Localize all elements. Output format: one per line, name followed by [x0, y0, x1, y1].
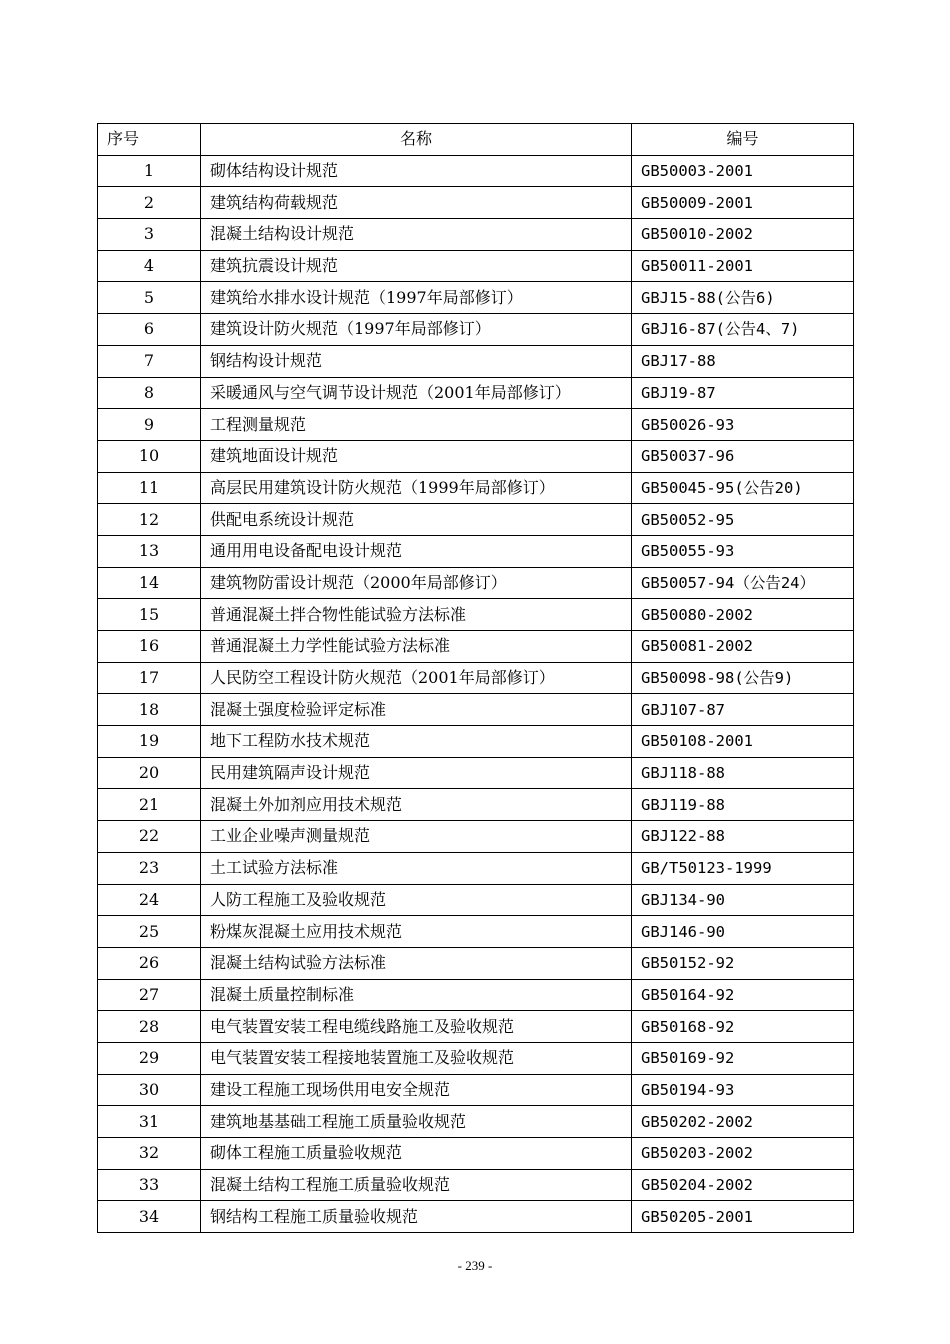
row-name-cell: 普通混凝土拌合物性能试验方法标准	[201, 599, 632, 631]
row-index-cell: 25	[98, 916, 201, 948]
table-row	[98, 789, 854, 821]
header-index: 序号	[98, 124, 201, 156]
row-code-cell: GB50194-93	[632, 1074, 854, 1106]
row-index-cell: 5	[98, 282, 201, 314]
row-index-cell: 12	[98, 504, 201, 536]
row-code-cell: GB50080-2002	[632, 599, 854, 631]
table-body	[98, 155, 854, 1232]
row-index-cell: 29	[98, 1042, 201, 1074]
header-name: 名称	[201, 124, 632, 156]
row-name-cell: 通用用电设备配电设计规范	[201, 535, 632, 567]
table-row	[98, 947, 854, 979]
row-name-cell: 混凝土结构工程施工质量验收规范	[201, 1169, 632, 1201]
header-code: 编号	[632, 124, 854, 156]
row-code-cell: GB50026-93	[632, 409, 854, 441]
row-index-cell: 32	[98, 1138, 201, 1170]
table-row	[98, 345, 854, 377]
table-header-row	[98, 124, 854, 156]
row-name-cell: 地下工程防水技术规范	[201, 726, 632, 758]
row-name-cell: 混凝土结构设计规范	[201, 219, 632, 251]
row-name-cell: 混凝土外加剂应用技术规范	[201, 789, 632, 821]
row-index-cell: 3	[98, 219, 201, 251]
row-index-cell: 26	[98, 947, 201, 979]
row-code-cell: GBJ134-90	[632, 884, 854, 916]
row-code-cell: GB50108-2001	[632, 726, 854, 758]
row-index-cell: 18	[98, 694, 201, 726]
table-row	[98, 250, 854, 282]
row-index-cell: 10	[98, 440, 201, 472]
standards-table	[97, 123, 854, 1233]
row-name-cell: 粉煤灰混凝土应用技术规范	[201, 916, 632, 948]
row-index-cell: 28	[98, 1011, 201, 1043]
row-code-cell: GBJ16-87(公告4、7)	[632, 314, 854, 346]
row-name-cell: 土工试验方法标准	[201, 852, 632, 884]
row-name-cell: 工业企业噪声测量规范	[201, 821, 632, 853]
row-name-cell: 砌体结构设计规范	[201, 155, 632, 187]
row-name-cell: 建筑给水排水设计规范（1997年局部修订）	[201, 282, 632, 314]
row-name-cell: 混凝土强度检验评定标准	[201, 694, 632, 726]
row-name-cell: 建筑设计防火规范（1997年局部修订）	[201, 314, 632, 346]
row-code-cell: GB50057-94（公告24）	[632, 567, 854, 599]
row-code-cell: GB50168-92	[632, 1011, 854, 1043]
row-code-cell: GB50202-2002	[632, 1106, 854, 1138]
row-index-cell: 8	[98, 377, 201, 409]
row-code-cell: GB/T50123-1999	[632, 852, 854, 884]
table-row	[98, 377, 854, 409]
row-index-cell: 20	[98, 757, 201, 789]
table-row	[98, 1138, 854, 1170]
row-index-cell: 2	[98, 187, 201, 219]
row-index-cell: 23	[98, 852, 201, 884]
row-name-cell: 采暖通风与空气调节设计规范（2001年局部修订）	[201, 377, 632, 409]
table-row	[98, 884, 854, 916]
row-name-cell: 建筑抗震设计规范	[201, 250, 632, 282]
row-name-cell: 钢结构工程施工质量验收规范	[201, 1201, 632, 1233]
table-row	[98, 472, 854, 504]
table-row	[98, 1074, 854, 1106]
table-row	[98, 631, 854, 663]
row-name-cell: 建筑地面设计规范	[201, 440, 632, 472]
row-index-cell: 16	[98, 631, 201, 663]
row-name-cell: 电气装置安装工程电缆线路施工及验收规范	[201, 1011, 632, 1043]
table-row	[98, 852, 854, 884]
row-index-cell: 22	[98, 821, 201, 853]
table-row	[98, 599, 854, 631]
row-name-cell: 电气装置安装工程接地装置施工及验收规范	[201, 1042, 632, 1074]
table-row	[98, 694, 854, 726]
row-name-cell: 普通混凝土力学性能试验方法标准	[201, 631, 632, 663]
row-code-cell: GB50152-92	[632, 947, 854, 979]
row-name-cell: 工程测量规范	[201, 409, 632, 441]
row-code-cell: GB50205-2001	[632, 1201, 854, 1233]
row-name-cell: 人防工程施工及验收规范	[201, 884, 632, 916]
row-name-cell: 供配电系统设计规范	[201, 504, 632, 536]
row-code-cell: GB50204-2002	[632, 1169, 854, 1201]
row-index-cell: 34	[98, 1201, 201, 1233]
table-row	[98, 1169, 854, 1201]
row-code-cell: GB50098-98(公告9)	[632, 662, 854, 694]
table-row	[98, 440, 854, 472]
page-number: - 239 -	[457, 1258, 493, 1273]
row-name-cell: 钢结构设计规范	[201, 345, 632, 377]
table-row	[98, 821, 854, 853]
row-code-cell: GB50052-95	[632, 504, 854, 536]
table-row	[98, 726, 854, 758]
row-index-cell: 30	[98, 1074, 201, 1106]
row-name-cell: 高层民用建筑设计防火规范（1999年局部修订）	[201, 472, 632, 504]
row-name-cell: 建筑地基基础工程施工质量验收规范	[201, 1106, 632, 1138]
row-index-cell: 19	[98, 726, 201, 758]
table-row	[98, 187, 854, 219]
row-index-cell: 14	[98, 567, 201, 599]
row-index-cell: 17	[98, 662, 201, 694]
row-code-cell: GBJ17-88	[632, 345, 854, 377]
table-row	[98, 219, 854, 251]
row-code-cell: GB50045-95(公告20)	[632, 472, 854, 504]
row-index-cell: 11	[98, 472, 201, 504]
row-name-cell: 混凝土结构试验方法标准	[201, 947, 632, 979]
row-index-cell: 24	[98, 884, 201, 916]
row-code-cell: GBJ15-88(公告6)	[632, 282, 854, 314]
row-index-cell: 13	[98, 535, 201, 567]
row-name-cell: 建设工程施工现场供用电安全规范	[201, 1074, 632, 1106]
table-row	[98, 504, 854, 536]
row-code-cell: GB50003-2001	[632, 155, 854, 187]
row-code-cell: GB50011-2001	[632, 250, 854, 282]
row-index-cell: 21	[98, 789, 201, 821]
row-code-cell: GB50169-92	[632, 1042, 854, 1074]
row-index-cell: 6	[98, 314, 201, 346]
table-row	[98, 1042, 854, 1074]
row-index-cell: 9	[98, 409, 201, 441]
row-index-cell: 7	[98, 345, 201, 377]
table-row	[98, 314, 854, 346]
row-index-cell: 15	[98, 599, 201, 631]
row-code-cell: GB50009-2001	[632, 187, 854, 219]
row-index-cell: 31	[98, 1106, 201, 1138]
row-name-cell: 建筑物防雷设计规范（2000年局部修订）	[201, 567, 632, 599]
row-code-cell: GBJ118-88	[632, 757, 854, 789]
row-code-cell: GB50081-2002	[632, 631, 854, 663]
row-index-cell: 33	[98, 1169, 201, 1201]
table-row	[98, 662, 854, 694]
row-code-cell: GBJ122-88	[632, 821, 854, 853]
row-code-cell: GBJ107-87	[632, 694, 854, 726]
row-code-cell: GBJ119-88	[632, 789, 854, 821]
row-code-cell: GB50010-2002	[632, 219, 854, 251]
row-index-cell: 27	[98, 979, 201, 1011]
table-row	[98, 757, 854, 789]
row-name-cell: 建筑结构荷载规范	[201, 187, 632, 219]
row-name-cell: 混凝土质量控制标准	[201, 979, 632, 1011]
table-row	[98, 979, 854, 1011]
table-row	[98, 916, 854, 948]
table-row	[98, 409, 854, 441]
row-code-cell: GB50037-96	[632, 440, 854, 472]
row-name-cell: 民用建筑隔声设计规范	[201, 757, 632, 789]
row-code-cell: GBJ146-90	[632, 916, 854, 948]
table-row	[98, 567, 854, 599]
table-row	[98, 1201, 854, 1233]
row-index-cell: 1	[98, 155, 201, 187]
row-code-cell: GB50203-2002	[632, 1138, 854, 1170]
row-code-cell: GBJ19-87	[632, 377, 854, 409]
row-name-cell: 砌体工程施工质量验收规范	[201, 1138, 632, 1170]
row-code-cell: GB50164-92	[632, 979, 854, 1011]
table-row	[98, 155, 854, 187]
row-code-cell: GB50055-93	[632, 535, 854, 567]
table-row	[98, 535, 854, 567]
row-index-cell: 4	[98, 250, 201, 282]
table-row	[98, 1011, 854, 1043]
table-row	[98, 1106, 854, 1138]
row-name-cell: 人民防空工程设计防火规范（2001年局部修订）	[201, 662, 632, 694]
table-row	[98, 282, 854, 314]
